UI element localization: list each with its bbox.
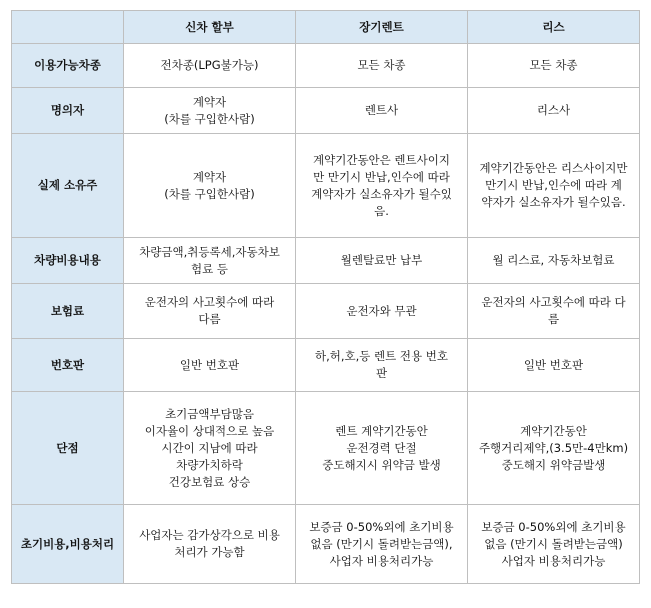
table-row — [12, 134, 640, 238]
cell-text-line: 차량가치하락 — [176, 457, 243, 472]
table-cell — [296, 392, 468, 505]
cell-text-line: 사업자 비용처리가능 — [329, 553, 434, 568]
cell-text-line: 계약자 — [192, 94, 227, 109]
cell-text-line: 름 — [547, 312, 560, 326]
cell-text-line: 전차종(LPG불가능) — [160, 58, 259, 72]
table-cell — [296, 134, 468, 238]
cell-text-line: 사업자는 감가상각으로 비용 — [139, 528, 280, 542]
cell-text-line: 음. — [374, 203, 389, 218]
cell-text-line: 계약기간동안은 리스사이지만 — [479, 161, 628, 175]
header-corner-cell — [12, 11, 124, 44]
table-row — [12, 238, 640, 284]
cell-text-line: 사업자 비용처리가능 — [501, 553, 606, 568]
cell-text-line: 보증금 0-50%외에 초기비용 — [481, 519, 626, 534]
table-row — [12, 392, 640, 505]
table-cell — [468, 44, 640, 88]
header-row — [12, 11, 640, 44]
cell-text-line: 없음 (만기시 돌려받는금액), — [310, 536, 453, 551]
cell-text-line: 계약자 — [192, 169, 227, 184]
header-long-term-rent: 장기렌트 — [296, 11, 468, 44]
row-label: 이용가능차종 — [12, 44, 124, 88]
cell-text-line: 계약기간동안 — [520, 423, 587, 438]
cell-text-line: 모든 차종 — [357, 58, 406, 72]
cell-text-line: 판 — [375, 366, 388, 380]
row-label: 실제 소유주 — [12, 134, 124, 238]
cell-text-line: 시간이 지남에 따라 — [161, 440, 258, 455]
cell-text-line: 일반 번호판 — [523, 357, 584, 372]
table-row — [12, 339, 640, 392]
table-cell — [296, 339, 468, 392]
row-label: 명의자 — [12, 88, 124, 134]
table-cell — [124, 339, 296, 392]
table-cell — [468, 392, 640, 505]
cell-text-line: 운전자의 사고횟수에 따라 — [144, 295, 275, 309]
cell-text-line: 계약기간동안은 렌트사이지 — [313, 152, 450, 167]
header-lease: 리스 — [468, 11, 640, 44]
comparison-table — [11, 10, 640, 584]
table-cell — [124, 44, 296, 88]
table-cell — [124, 88, 296, 134]
table-cell — [296, 284, 468, 339]
cell-text-line: 하,허,호,등 렌트 전용 번호 — [314, 349, 449, 363]
table-cell — [296, 44, 468, 88]
cell-text-line: 운전경력 단절 — [346, 440, 417, 455]
cell-text-line: 만 만기시 반납,인수에 따라 — [313, 169, 450, 184]
cell-text-line: 운전자의 사고횟수에 따라 다 — [481, 295, 626, 309]
cell-text-line: 계약자가 실소유자가 될수있 — [311, 186, 452, 201]
table-cell — [468, 339, 640, 392]
cell-text-line: 월렌탈료만 납부 — [340, 253, 423, 267]
cell-text-line: 없음 (만기시 돌려받는금액) — [484, 536, 623, 551]
table-cell — [124, 284, 296, 339]
cell-text-line: 렌트사 — [364, 103, 399, 117]
table-cell — [124, 238, 296, 284]
table-cell — [468, 505, 640, 584]
header-new-car-installment: 신차 할부 — [124, 11, 296, 44]
cell-text-line: 차량금액,취등록세,자동차보 — [139, 244, 280, 259]
table-row — [12, 44, 640, 88]
cell-text-line: 리스사 — [536, 103, 571, 117]
table-cell — [296, 88, 468, 134]
table-cell — [468, 134, 640, 238]
cell-text-line: 만기시 반납,인수에 따라 계 — [485, 178, 622, 192]
row-label: 번호판 — [12, 339, 124, 392]
row-label: 보험료 — [12, 284, 124, 339]
table-cell — [124, 505, 296, 584]
cell-text-line: 약자가 실소유자가 될수있음. — [481, 195, 626, 209]
cell-text-line: 월 리스료, 자동차보험료 — [492, 253, 615, 267]
table-row — [12, 505, 640, 584]
row-label: 차량비용내용 — [12, 238, 124, 284]
row-label: 단점 — [12, 392, 124, 505]
cell-text-line: 일반 번호판 — [179, 357, 240, 372]
cell-text-line: (차를 구입한사람) — [164, 111, 255, 126]
cell-text-line: 모든 차종 — [529, 58, 578, 72]
cell-text-line: (차를 구입한사람) — [164, 186, 255, 201]
cell-text-line: 험료 등 — [191, 261, 228, 276]
table-cell — [124, 392, 296, 505]
table-row — [12, 88, 640, 134]
cell-text-line: 이자율이 상대적으로 높음 — [144, 423, 275, 438]
cell-text-line: 중도해지시 위약금 발생 — [322, 457, 441, 472]
cell-text-line: 다름 — [198, 312, 221, 326]
cell-text-line: 주행거리제약,(3.5만-4만km) — [478, 440, 629, 455]
row-label: 초기비용,비용처리 — [12, 505, 124, 584]
cell-text-line: 초기금액부담많음 — [165, 406, 254, 421]
table-cell — [296, 238, 468, 284]
table-cell — [468, 284, 640, 339]
table-cell — [468, 88, 640, 134]
table-cell — [296, 505, 468, 584]
cell-text-line: 건강보험료 상승 — [168, 474, 251, 489]
table-row — [12, 284, 640, 339]
cell-text-line: 중도해지 위약금발생 — [501, 457, 606, 472]
cell-text-line: 렌트 계약기간동안 — [335, 423, 428, 438]
table-cell — [468, 238, 640, 284]
cell-text-line: 운전자와 무관 — [346, 303, 417, 318]
cell-text-line: 보증금 0-50%외에 초기비용 — [309, 519, 454, 534]
cell-text-line: 처리가 가능함 — [174, 545, 245, 559]
table-cell — [124, 134, 296, 238]
